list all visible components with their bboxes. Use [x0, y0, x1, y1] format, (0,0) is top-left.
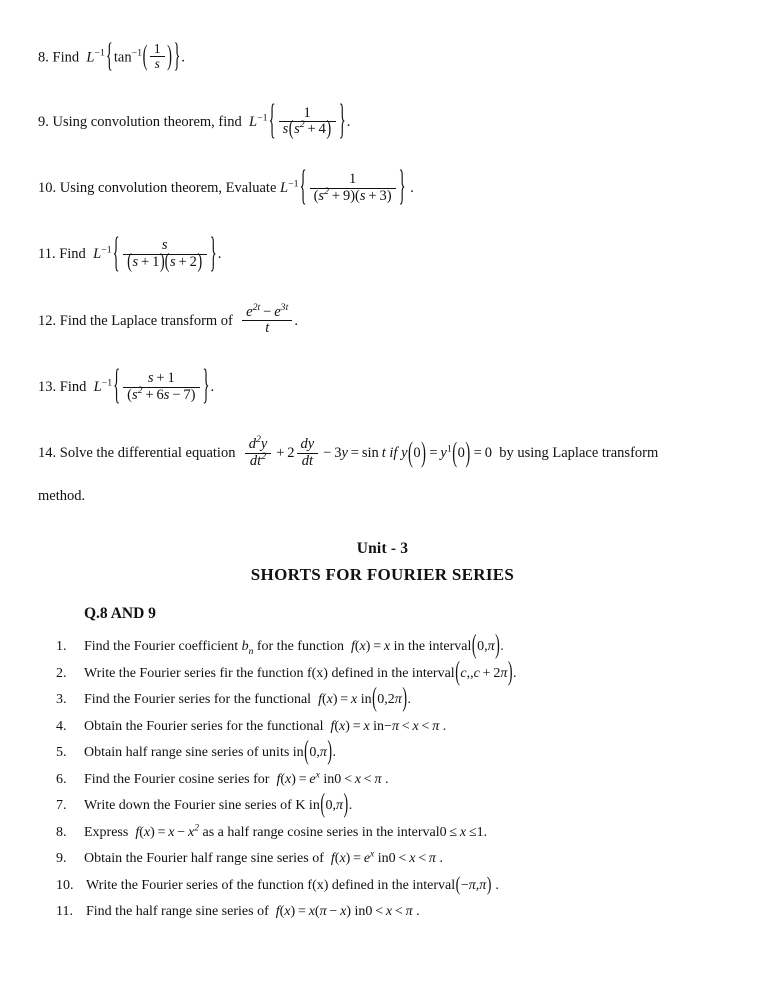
trailing-punct: .: [407, 692, 411, 707]
item-number: 5.: [56, 745, 67, 760]
question-item-11: [38, 230, 728, 278]
question-text: Find: [52, 49, 80, 66]
list-item: [56, 718, 746, 736]
item-body: Find the half range sine series of f(x) = x(π − x) in0 < x < π .: [86, 904, 420, 919]
interval-close-paren: ): [343, 790, 349, 820]
interval-open-paren: (: [304, 737, 309, 767]
item-text-after: in: [354, 904, 366, 919]
trailing-punct: .: [385, 771, 389, 787]
right-brace: }: [209, 230, 217, 278]
interval-close-paren: ): [327, 737, 333, 767]
item-body: Obtain the Fourier series for the functional f(x) = x in−π < x < π .: [84, 718, 447, 734]
list-item: [56, 850, 746, 868]
fraction-expression: $\frac{1}{s(s^2 + 4)}$: [279, 106, 336, 138]
interval-open-paren: (: [372, 684, 377, 714]
item-body: Express $f(x) = x - x^2$ as a half range cosine series in the interval0 ≤ x ≤1.: [84, 822, 488, 840]
right-brace: }: [173, 38, 181, 76]
list-item: [56, 824, 746, 842]
condition-if: if: [389, 445, 398, 462]
trailing-punct: .: [483, 824, 488, 840]
list-item: [56, 658, 746, 688]
right-brace: }: [202, 363, 210, 410]
question-text: Using convolution theorem, Evaluate: [59, 180, 277, 197]
item-number: 7.: [56, 798, 67, 813]
interval-close-paren: ): [486, 874, 492, 896]
question-number: 13.: [38, 379, 57, 396]
list-item: [56, 684, 746, 714]
laplace-operator: L: [86, 49, 95, 66]
item-body: Write the Fourier series fir the function f(x) defined in the interval(c,,c + 2π).: [84, 665, 746, 683]
second-derivative: $\frac{d^2y}{dt^2}$: [245, 437, 272, 469]
item-text: Write the Fourier series of the function f(x) defined in the interval: [86, 877, 456, 893]
operator-exponent: −1: [101, 244, 112, 256]
laplace-operator: L: [93, 379, 102, 396]
question-number: 10.: [38, 180, 57, 197]
item-text: Find the Fourier series for the functional: [84, 692, 312, 707]
operator-exponent: −1: [288, 178, 299, 190]
laplace-operator: L: [249, 113, 258, 130]
item-body: Obtain half range sine series of units in(0,π).: [84, 744, 746, 762]
question-text: Find the Laplace transform of: [59, 312, 233, 329]
question-number: 9.: [38, 113, 49, 130]
item-text: Write down the Fourier sine series of K in: [84, 798, 320, 813]
list-item: [56, 771, 746, 789]
item-text: Obtain the Fourier half range sine series of: [84, 851, 324, 866]
list-item: [56, 903, 746, 921]
question-number: 8.: [38, 49, 49, 66]
interval-close-paren: ): [507, 658, 513, 688]
question-text: Solve the differential equation: [59, 445, 236, 462]
fraction-expression: $\frac{e^{2t} - e^{3t}}{t}$: [242, 305, 292, 337]
interval-open-paren: (: [455, 874, 461, 896]
tan-label: tan: [113, 49, 132, 66]
left-brace: {: [268, 98, 276, 145]
left-brace: {: [112, 230, 120, 278]
question-suffix: by using Laplace transform: [499, 445, 659, 462]
fourier-question-list: [56, 631, 746, 930]
item-body: Write down the Fourier sine series of K in(0,π).: [84, 797, 746, 815]
question-item-13: [38, 363, 728, 410]
item-text-after: in: [360, 692, 372, 707]
item-text-after: in: [377, 851, 389, 866]
question-item-14-continuation: [38, 488, 728, 505]
list-item: [56, 631, 746, 661]
left-paren: (: [142, 41, 148, 73]
question-number: 12.: [38, 312, 57, 329]
item-number: 10.: [56, 877, 74, 893]
item-text-after: in: [373, 718, 385, 734]
laplace-operator: L: [280, 180, 289, 197]
unit-subtitle: SHORTS FOR FOURIER SERIES: [250, 565, 515, 584]
trailing-punct: .: [442, 718, 447, 734]
question-item-12: [38, 301, 728, 337]
operator-exponent: −1: [257, 112, 268, 124]
interval-open-paren: (: [455, 658, 460, 688]
item-text: Write the Fourier series fir the function f(x) defined in the interval: [84, 665, 455, 681]
item-body: Find the Fourier coefficient $b_n$ for the function f(x) = x in the interval(0,π).: [84, 638, 746, 656]
item-number: 9.: [56, 851, 67, 866]
operator-exponent: −1: [101, 377, 113, 389]
item-number: 1.: [56, 639, 67, 654]
item-number: 4.: [56, 718, 67, 734]
trailing-punct: .: [416, 904, 420, 919]
list-item: [56, 790, 746, 820]
interval-open-paren: (: [320, 790, 325, 820]
item-number: 8.: [56, 824, 67, 840]
item-text-mid: for the function: [256, 639, 344, 654]
item-body: Write the Fourier series of the function f(x) defined in the interval(−π,π) .: [86, 877, 746, 895]
operator-exponent: −1: [94, 47, 105, 59]
trailing-punct: .: [439, 851, 443, 866]
item-body: Obtain the Fourier half range sine series of $f(x) = e^x$ in0 < x < π .: [84, 849, 443, 866]
trailing-punct: .: [210, 379, 215, 396]
question-text: Find: [59, 379, 87, 396]
question-item-14: 14. Solve the differential equation $\frac{d^2y}{dt^2}$ + 2 $\frac{dy}{dt}$ − 3y = sin t if $y(0) = y^1(0) = 0$ by using Laplace transform: [38, 434, 659, 470]
fraction-expression: $\frac{s}{(s + 1)(s + 2)}$: [123, 238, 207, 270]
trailing-punct: .: [495, 877, 499, 893]
trailing-punct: .: [513, 665, 517, 681]
left-brace: {: [299, 164, 307, 211]
list-item: [56, 737, 746, 767]
laplace-question-list: [38, 38, 728, 504]
question-item-8: [38, 38, 728, 76]
unit-title: Unit - 3: [356, 540, 409, 557]
continuation-text: method.: [38, 487, 86, 504]
left-brace: {: [113, 363, 121, 410]
item-text: Find the half range sine series of: [86, 904, 269, 919]
question-text: Find: [59, 246, 86, 263]
coefficient-symbol: b: [241, 639, 249, 654]
trailing-punct: .: [348, 798, 353, 813]
trailing-punct: .: [181, 49, 186, 66]
trailing-punct: .: [217, 246, 222, 263]
first-derivative: $\frac{dy}{dt}$: [297, 437, 319, 469]
question-item-10: [38, 164, 728, 211]
item-number: 2.: [56, 665, 67, 681]
item-number: 11.: [56, 904, 73, 919]
question-item-9: [38, 98, 728, 145]
interval-close-paren: ): [402, 684, 407, 714]
laplace-operator: L: [93, 246, 102, 263]
item-text: Obtain half range sine series of units in: [84, 745, 304, 760]
question-number: 11.: [38, 246, 56, 263]
item-text: Obtain the Fourier series for the functional: [84, 718, 324, 734]
question-number: 14.: [38, 445, 57, 462]
fraction-expression: $\frac{s + 1}{(s^2 + 6s - 7)}$: [123, 371, 199, 403]
fraction-expression: $\frac{1}{(s^2 + 9)(s + 3)}$: [310, 172, 396, 204]
item-text: Express: [84, 824, 129, 840]
item-body: Find the Fourier cosine series for $f(x) = e^x$ in0 < x < π .: [84, 769, 389, 787]
right-paren: ): [167, 41, 172, 73]
item-number: 6.: [56, 771, 67, 787]
item-text-after: as a half range cosine series in the interval: [202, 824, 440, 840]
trailing-punct: .: [332, 745, 337, 760]
interval-close-paren: ): [495, 631, 500, 661]
right-brace: }: [398, 164, 406, 211]
item-text: Find the Fourier cosine series for: [84, 771, 270, 787]
item-text: Find the Fourier coefficient: [84, 639, 239, 654]
item-text-after: in the interval: [393, 639, 472, 654]
tan-exponent: −1: [131, 47, 143, 59]
right-brace: }: [338, 98, 346, 145]
list-item: [56, 874, 746, 896]
trailing-punct: .: [346, 113, 351, 130]
left-brace: {: [105, 38, 113, 76]
item-body: Find the Fourier series for the functional f(x) = x in(0,2π).: [84, 691, 746, 709]
trailing-punct: .: [294, 312, 298, 329]
question-section-label: Q.8 AND 9: [84, 605, 156, 622]
item-number: 3.: [56, 692, 67, 707]
coefficient-subscript: n: [248, 646, 254, 657]
fraction-one-over-s: $\frac{1}{s}$: [150, 42, 165, 72]
interval-open-paren: (: [471, 631, 477, 661]
trailing-punct: .: [410, 180, 414, 197]
question-text: Using convolution theorem, find: [52, 113, 242, 130]
item-text-after: in: [323, 771, 335, 787]
trailing-punct: .: [500, 639, 504, 654]
